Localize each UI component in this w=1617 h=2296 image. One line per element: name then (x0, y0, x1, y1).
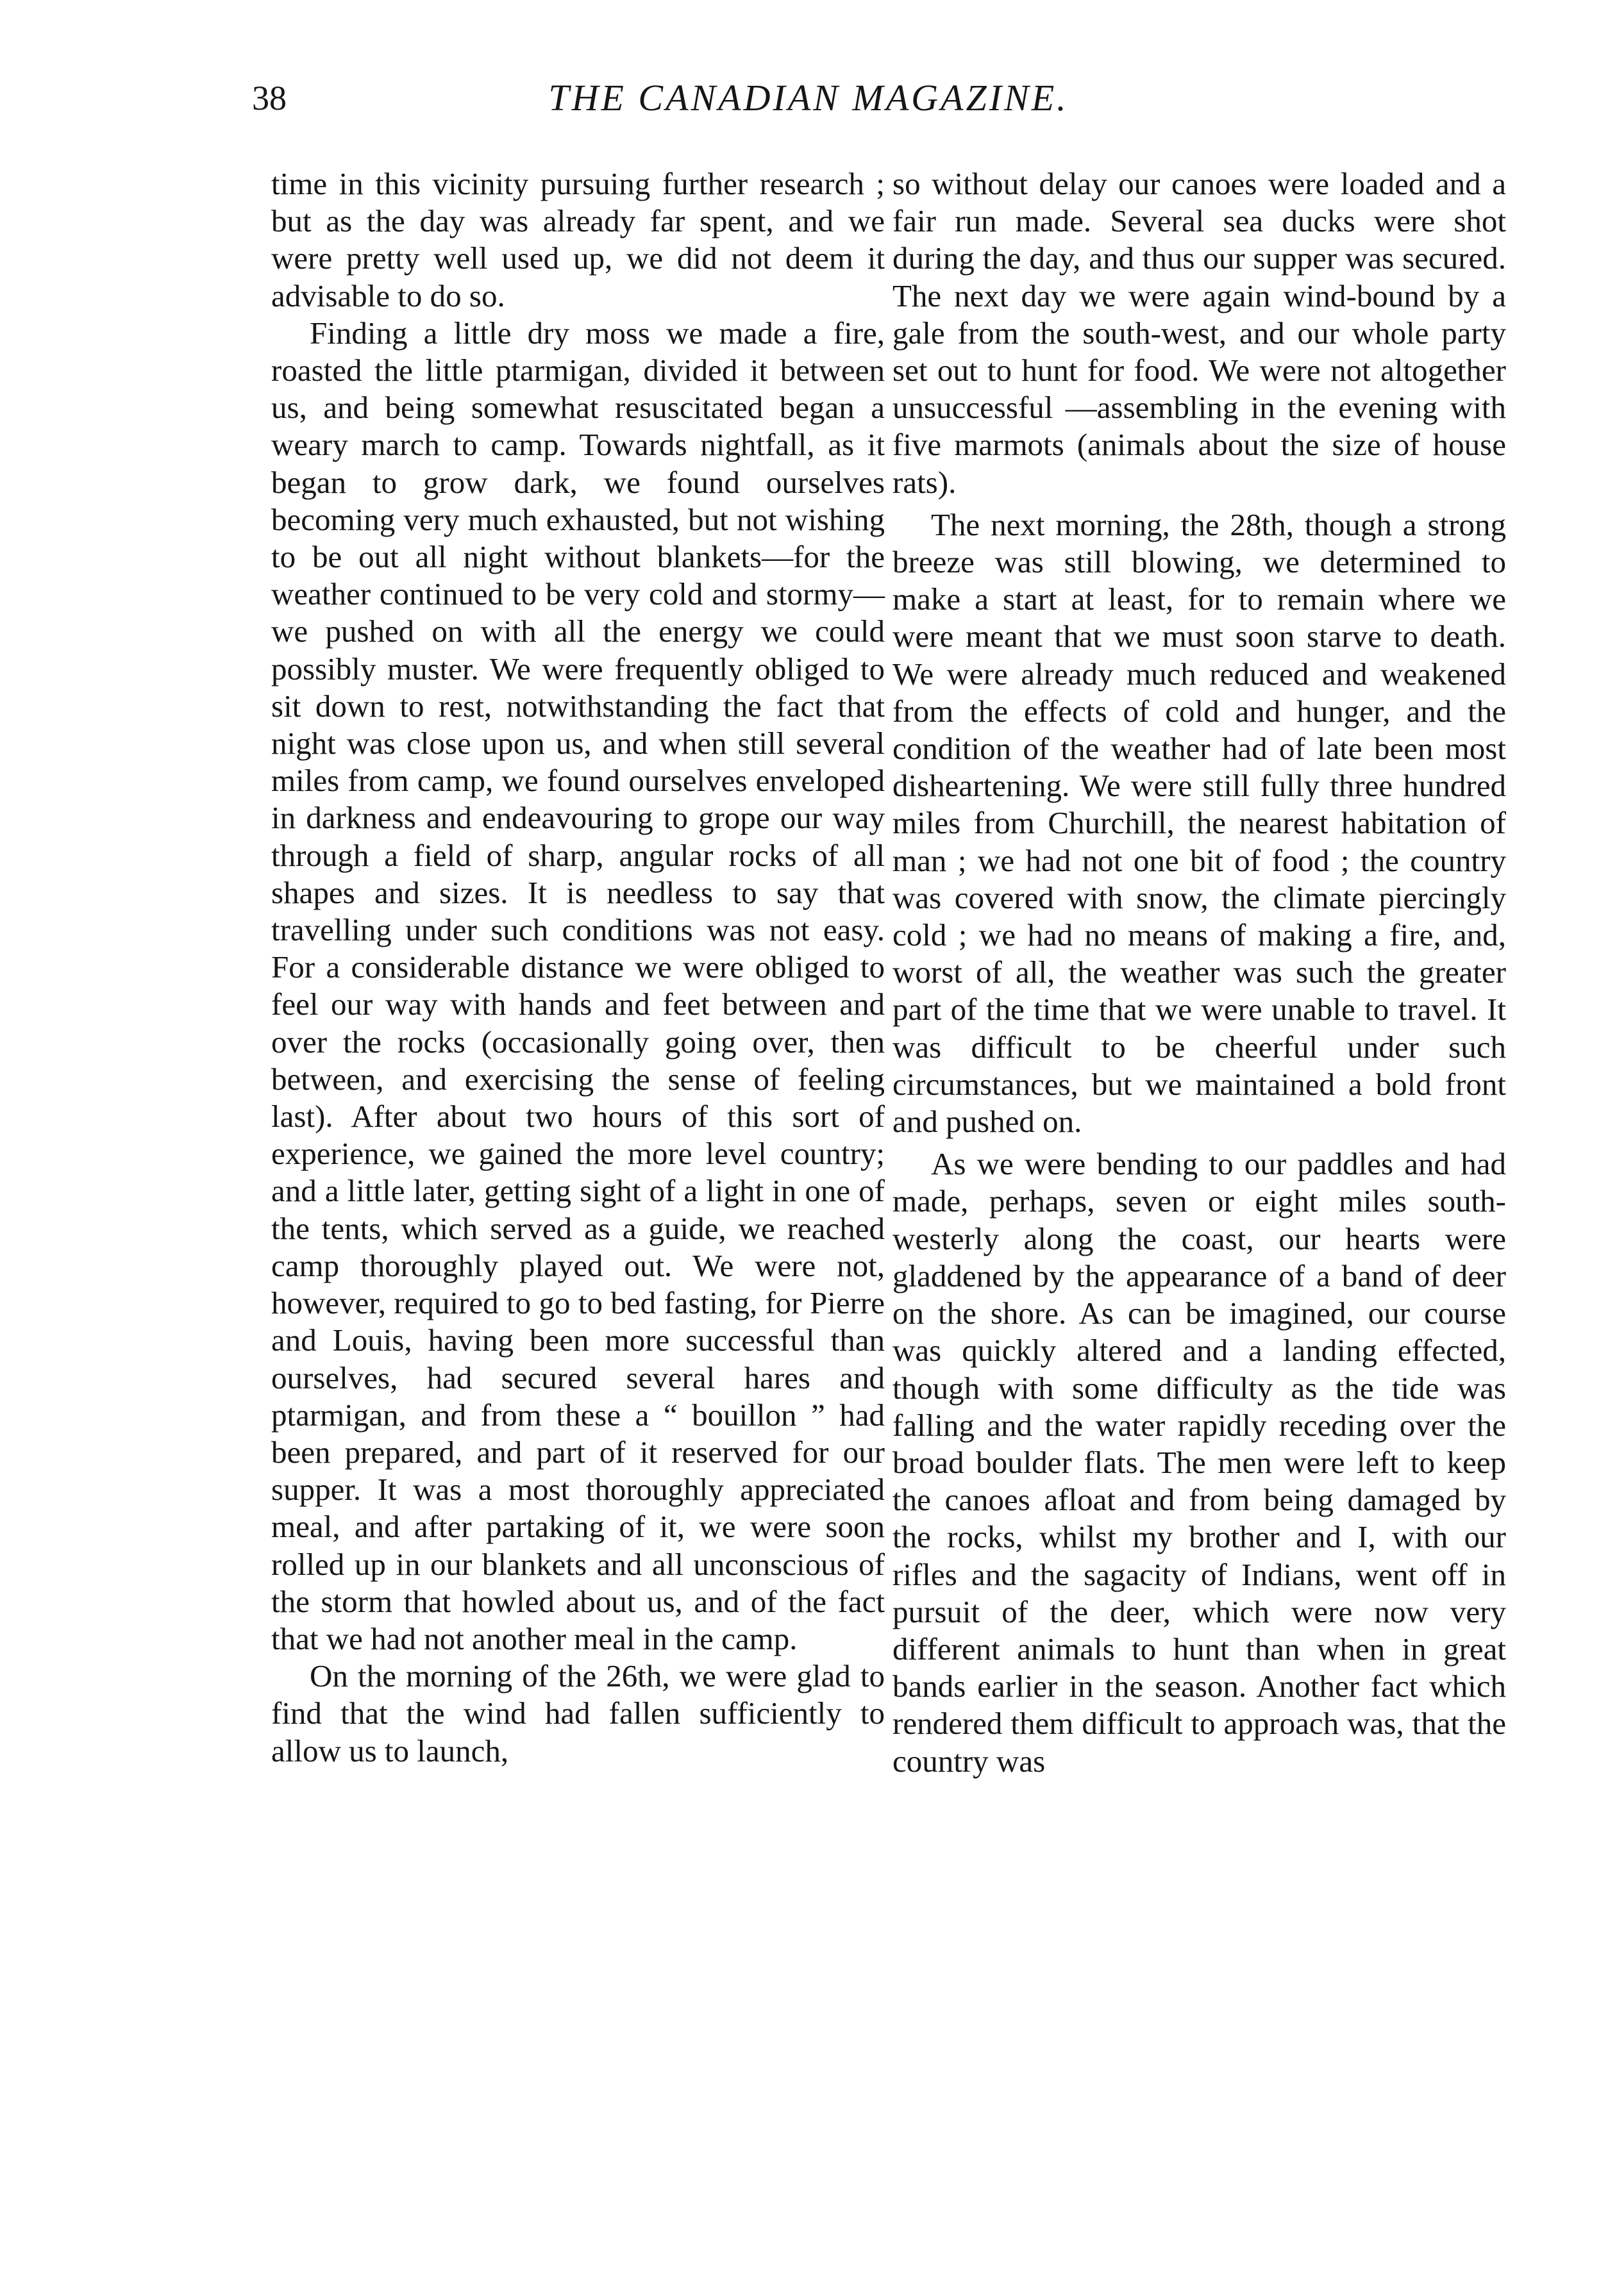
paragraph: time in this vicinity pursuing further research ; but as the day was already far spent, and we were pretty well used up, we did not deem it advisable to do so. (271, 166, 885, 313)
right-column (892, 165, 1506, 1780)
paragraph: On the morning of the 26th, we were glad to find that the wind had fallen sufficiently to allow us to launch, (271, 1658, 885, 1768)
running-header: THE CANADIAN MAGAZINE. (548, 77, 1069, 119)
page-number: 38 (252, 79, 287, 117)
paragraph: As we were bending to our paddles and had made, perhaps, seven or eight miles south-westerly along the coast, our hearts were gladdened by the appearance of a band of deer on the shore. As can be imagined, our course was quickly altered and a landing effected, though with some difficulty as the tide was falling and the water rapidly receding over the broad boulder flats. The men were left to keep the canoes afloat and from being damaged by the rocks, whilst my brother and I, with our rifles and the sagacity of Indians, went off in pursuit of the deer, which were now very different animals to hunt than when in great bands earlier in the season. Another fact which rendered them difficult to approach was, that the country was (892, 1146, 1506, 1779)
paragraph: The next morning, the 28th, though a strong breeze was still blowing, we determined to make a start at least, for to remain where we were meant that we must soon starve to death. We were already much reduced and weakened from the effects of cold and hunger, and the condition of the weather had of late been most disheartening. We were still fully three hundred miles from Churchill, the nearest habitation of man ; we had not one bit of food ; the country was covered with snow, the climate piercingly cold ; we had no means of making a fire, and, worst of all, the weather was such the greater part of the time that we were unable to travel. It was difficult to be cheerful under such circumstances, but we maintained a bold front and pushed on. (892, 506, 1506, 1140)
paragraph: so without delay our canoes were loaded and a fair run made. Several sea ducks were shot during the day, and thus our supper was secured. The next day we were again wind-bound by a gale from the south-west, and our whole party set out to hunt for food. We were not altogether unsuccessful —assembling in the evening with five marmots (animals about the size of house rats). (892, 166, 1506, 500)
paragraph: Finding a little dry moss we made a fire, roasted the little ptarmigan, divided it between us, and being somewhat resuscitated began a weary march to camp. Towards nightfall, as it began to grow dark, we found ourselves becoming very much exhausted, but not wishing to be out all night without blankets—for the weather continued to be very cold and stormy—we pushed on with all the energy we could possibly muster. We were frequently obliged to sit down to rest, notwithstanding the fact that night was close upon us, and when still several miles from camp, we found ourselves enveloped in darkness and endeavouring to grope our way through a field of sharp, angular rocks of all shapes and sizes. It is needless to say that travelling under such conditions was not easy. For a considerable distance we were obliged to feel our way with hands and feet between and over the rocks (occasionally going over, then between, and exercising the sense of feeling last). After about two hours of this sort of experience, we gained the more level country; and a little later, getting sight of a light in one of the tents, which served as a guide, we reached camp thoroughly played out. We were not, however, required to go to bed fasting, for Pierre and Louis, having been more successful than ourselves, had secured several hares and ptarmigan, and from these a “ bouillon ” had been prepared, and part of it reserved for our supper. It was a most thoroughly appreciated meal, and after partaking of it, we were soon rolled up in our blankets and all unconscious of the storm that howled about us, and of the fact that we had not another meal in the camp. (271, 315, 885, 1656)
left-column (271, 165, 885, 1770)
